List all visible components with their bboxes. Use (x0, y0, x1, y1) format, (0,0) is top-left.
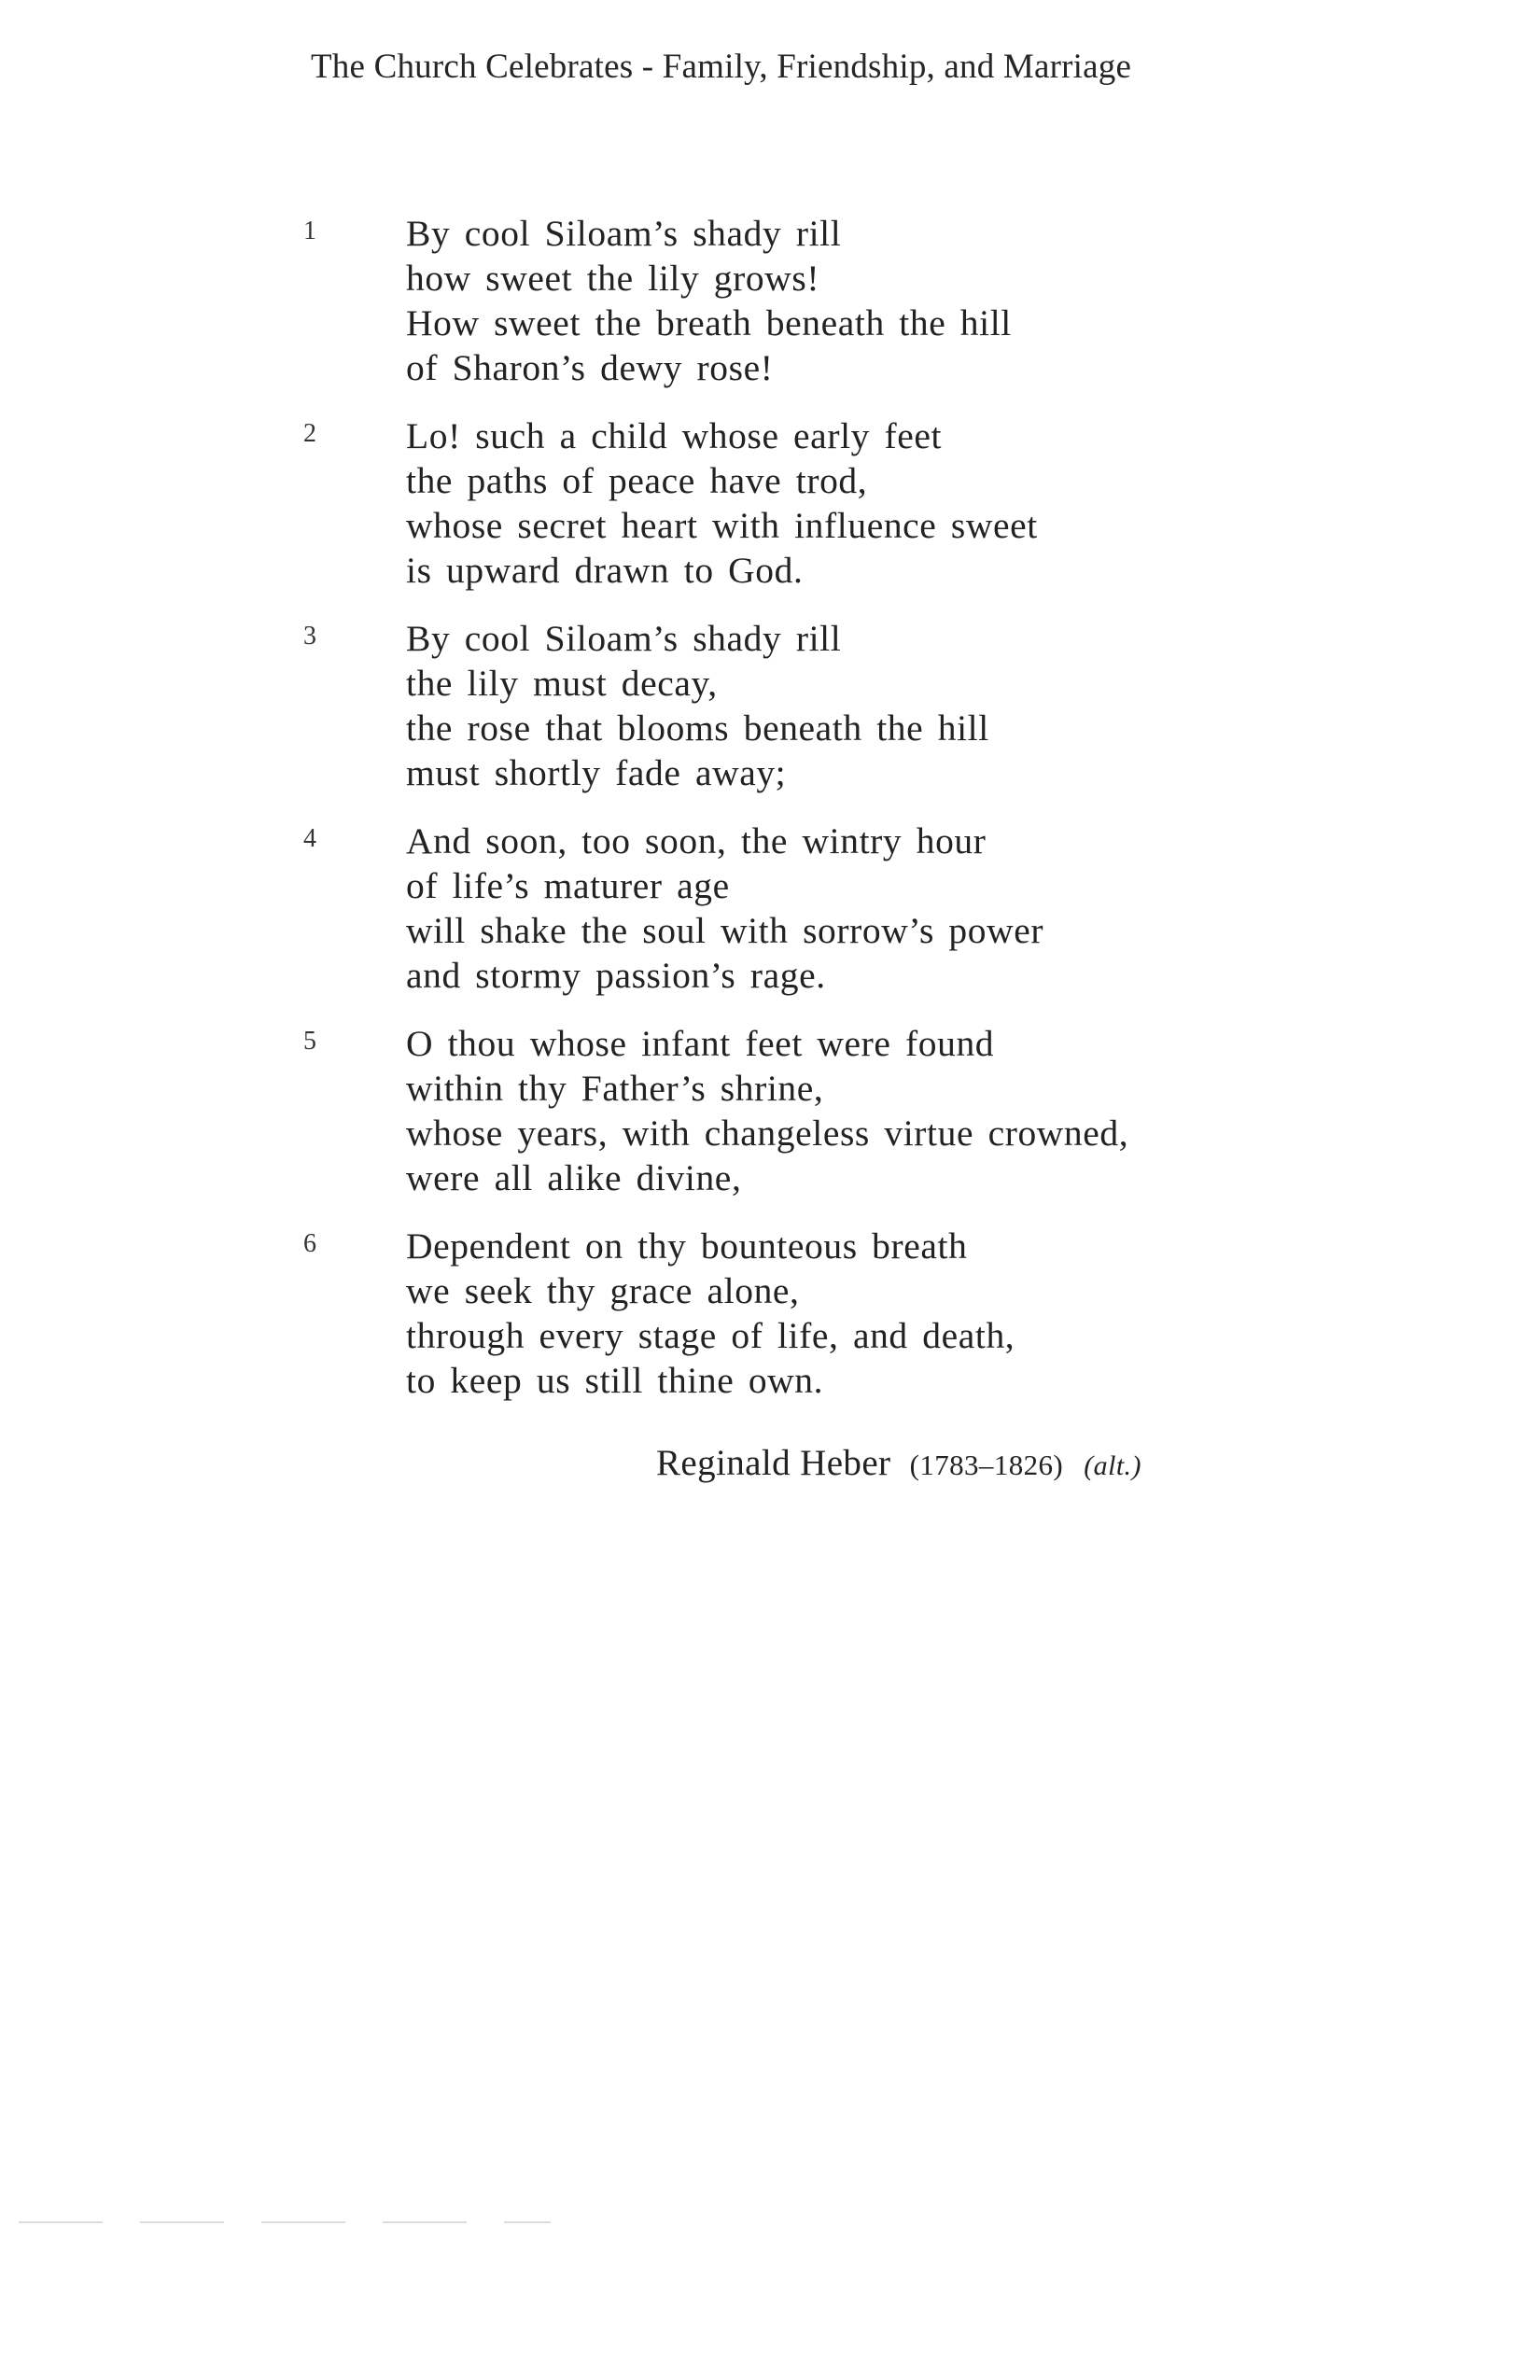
verse-line: the paths of peace have trod, (406, 460, 868, 501)
verse-line: By cool Siloam’s shady rill (406, 213, 842, 254)
author-name: Reginald Heber (656, 1443, 891, 1483)
stanza-number: 5 (303, 1027, 316, 1056)
verse-line: the lily must decay, (406, 663, 718, 704)
stanza (303, 413, 1255, 593)
verse-line: will shake the soul with sorrow’s power (406, 910, 1044, 951)
verse-line: O thou whose infant feet were found (406, 1023, 995, 1064)
verse-line: and stormy passion’s rage. (406, 955, 826, 996)
verse-line: we seek thy grace alone, (406, 1270, 800, 1311)
stanza-number: 6 (303, 1229, 316, 1258)
stanza (303, 616, 1255, 795)
verse-line: the rose that blooms beneath the hill (406, 707, 989, 749)
verse-line: And soon, too soon, the wintry hour (406, 820, 987, 861)
stanza (303, 1224, 1255, 1403)
verse-line: whose years, with changeless virtue crowned, (406, 1113, 1129, 1154)
stanza-number: 2 (303, 419, 316, 448)
verse-line: How sweet the breath beneath the hill (406, 302, 1012, 343)
verse-line: through every stage of life, and death, (406, 1315, 1015, 1356)
stanza (303, 819, 1255, 998)
stanza-number: 1 (303, 217, 316, 245)
verse-line: By cool Siloam’s shady rill (406, 618, 842, 659)
stanza-number: 4 (303, 824, 316, 853)
verse-line: how sweet the lily grows! (406, 258, 820, 299)
stanza-number: 3 (303, 622, 316, 651)
verse-line: must shortly fade away; (406, 752, 787, 793)
verse-line: to keep us still thine own. (406, 1360, 824, 1401)
stanza (303, 1021, 1255, 1200)
verse-line: of life’s maturer age (406, 865, 730, 906)
verse-line: within thy Father’s shrine, (406, 1068, 824, 1109)
verse-line: were all alike divine, (406, 1157, 742, 1198)
verse-line: whose secret heart with influence sweet (406, 505, 1038, 546)
hymn-text (303, 211, 1255, 1426)
stanza (303, 211, 1255, 390)
verse-line: Lo! such a child whose early feet (406, 415, 943, 456)
verse-line: of Sharon’s dewy rose! (406, 347, 774, 388)
attribution (656, 1442, 1141, 1484)
author-dates: (1783–1826) (909, 1449, 1064, 1481)
altered-note: (alt.) (1084, 1450, 1141, 1481)
verse-line: is upward drawn to God. (406, 550, 804, 591)
verse-line: Dependent on thy bounteous breath (406, 1225, 968, 1267)
footer-rule (19, 2221, 551, 2223)
running-head: The Church Celebrates - Family, Friendship, and Marriage (311, 48, 1132, 86)
